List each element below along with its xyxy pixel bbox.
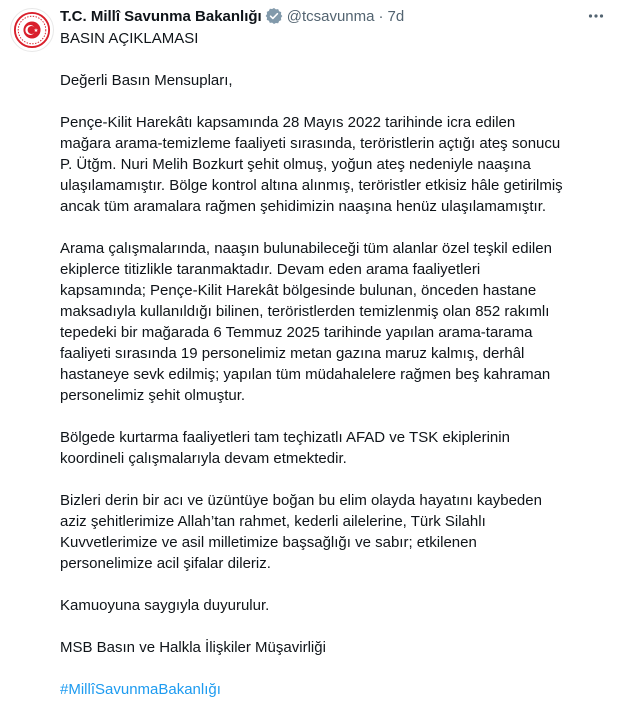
text-line: maksadıyla kullanıldığı bilinen, teröristlerden temizlenmiş olan 852 rakımlı xyxy=(60,303,550,320)
avatar[interactable] xyxy=(10,8,54,52)
text-line: personelimiz şehit olmuştur. xyxy=(60,387,246,404)
paragraph-1 xyxy=(60,112,610,217)
text-line: kapsamında; Pençe-Kilit Harekât bölgesinde bulunan, önceden hastane xyxy=(60,282,537,299)
verified-badge-icon xyxy=(265,7,283,25)
text-line: ekiplerce titizlikle taranmaktadır. Devam eden arama faaliyetleri xyxy=(60,261,481,278)
text-line: Bölgede kurtarma faaliyetleri tam teçhizatlı AFAD ve TSK ekiplerinin xyxy=(60,429,510,446)
more-options-icon[interactable] xyxy=(586,6,606,26)
text-line: Pençe-Kilit Harekâtı kapsamında 28 Mayıs 2022 tarihinde icra edilen xyxy=(60,114,516,131)
paragraph-4 xyxy=(60,490,610,574)
tweet-header xyxy=(60,6,606,26)
text-line: faaliyeti sırasında 19 personelimiz metan gazına maruz kalmış, derhâl xyxy=(60,345,525,362)
msb-emblem-icon xyxy=(13,11,51,49)
text-line: ancak tüm aramalara rağmen şehidimizin naaşına henüz ulaşılamamıştır. xyxy=(60,198,547,215)
text-line: hastaneye sevk edilmiş; yapılan tüm müdahalelere rağmen beş kahraman xyxy=(60,366,551,383)
text-line: Arama çalışmalarında, naaşın bulunabileceği tüm alanlar özel teşkil edilen xyxy=(60,240,552,257)
tweet-timestamp[interactable]: 7d xyxy=(387,7,405,25)
paragraph-3 xyxy=(60,427,610,469)
text-line: koordineli çalışmalarıyla devam etmektedir. xyxy=(60,450,347,467)
salutation: Değerli Basın Mensupları, xyxy=(60,72,233,89)
closing-line: Kamuoyuna saygıyla duyurulur. xyxy=(60,597,270,614)
account-handle[interactable]: @tcsavunma xyxy=(286,7,375,25)
text-line: P. Ütğm. Nuri Melih Bozkurt şehit olmuş, yoğun ateş nedeniyle naaşına xyxy=(60,156,531,173)
text-line: mağara arama-temizleme faaliyeti sırasında, teröristlerin açtığı ateş sonucu xyxy=(60,135,561,152)
text-line: personelimize acil şifalar dileriz. xyxy=(60,555,271,572)
press-release-title: BASIN AÇIKLAMASI xyxy=(60,30,199,47)
text-line: ulaşılamamıştır. Bölge kontrol altına alınmış, teröristler etkisiz hâle getirilmiş xyxy=(60,177,563,194)
hashtag-link[interactable]: #MillîSavunmaBakanlığı xyxy=(60,681,221,698)
tweet-text xyxy=(60,28,610,700)
text-line: tepedeki bir mağarada 6 Temmuz 2025 tarihinde yapılan arama-tarama xyxy=(60,324,533,341)
text-line: aziz şehitlerimize Allah’tan rahmet, kederli ailelerine, Türk Silahlı xyxy=(60,513,486,530)
account-name[interactable]: T.C. Millî Savunma Bakanlığı xyxy=(60,7,262,25)
separator-dot: · xyxy=(378,7,384,25)
text-line: Kuvvetlerimize ve asil milletimize başsağlığı ve sabır; etkilenen xyxy=(60,534,477,551)
paragraph-2 xyxy=(60,238,610,406)
text-line: Bizleri derin bir acı ve üzüntüye boğan bu elim olayda hayatını kaybeden xyxy=(60,492,542,509)
signature: MSB Basın ve Halkla İlişkiler Müşavirliği xyxy=(60,639,326,656)
